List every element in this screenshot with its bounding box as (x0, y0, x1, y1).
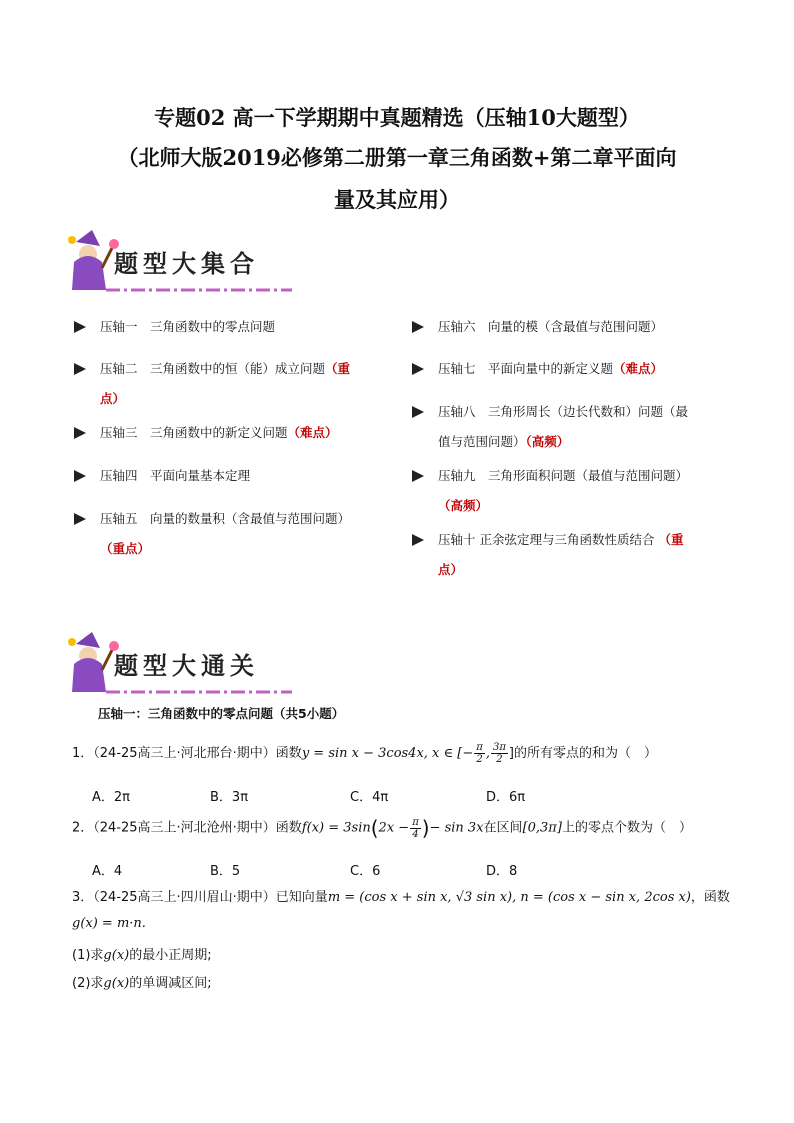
question-3-part-2: (2)求g(x)的单调减区间; (72, 976, 212, 991)
arrow-bullet-icon (74, 321, 86, 333)
toc-item-5[interactable]: 压轴五 向量的数量积（含最值与范围问题） （重点） (74, 504, 394, 564)
option-d[interactable]: D．8 (486, 864, 518, 879)
arrow-bullet-icon (74, 513, 86, 525)
fraction: $\frac{3\pi}{2}$ (492, 742, 506, 765)
arrow-bullet-icon (74, 470, 86, 482)
toc-item-8[interactable]: 压轴八 三角形周长（边长代数和）问题（最 值与范围问题）（高频） (412, 397, 732, 457)
toc-item-10[interactable]: 压轴十 正余弦定理与三角函数性质结合 （重 点） (412, 525, 732, 585)
option-b[interactable]: B．5 (210, 864, 241, 879)
fraction: $\frac{\pi}{2}$ (476, 742, 483, 765)
option-a[interactable]: A．2π (92, 790, 130, 805)
option-d[interactable]: D．6π (486, 790, 526, 805)
question-1: 1．（24-25高三上·河北邢台·期中）函数y = sin x − 3cos4x, x ∈ [− $\frac{\pi}{2}$ , $\frac{3\pi}{2}$ ]的所有零点的和为（ ） (72, 742, 657, 765)
arrow-bullet-icon (412, 363, 424, 375)
banner-heading: 题型大集合 (114, 249, 259, 278)
option-a[interactable]: A．4 (92, 864, 123, 879)
arrow-bullet-icon (74, 427, 86, 439)
option-c[interactable]: C．6 (350, 864, 381, 879)
option-b[interactable]: B．3π (210, 790, 249, 805)
title-line-1: 专题02 高一下学期期中真题精选（压轴10大题型） (154, 105, 640, 130)
question-2: 2．（24-25高三上·河北沧州·期中）函数f(x) = 3sin(2x − $\frac{\pi}{4}$ )− sin 3x在区间[0,3π]上的零点个数为（ ） (72, 816, 692, 840)
question-3: 3．（24-25高三上·四川眉山·期中）已知向量m = (cos x + sin x, √3 sin x), n = (cos x − sin x, 2cos x)，函数 (72, 890, 730, 905)
fraction: $\frac{\pi}{4}$ (412, 816, 419, 840)
arrow-bullet-icon (412, 470, 424, 482)
arrow-bullet-icon (412, 321, 424, 333)
question-3-line-2: g(x) = m·n. (72, 916, 146, 931)
option-c[interactable]: C．4π (350, 790, 389, 805)
banner-heading: 题型大通关 (114, 651, 259, 680)
arrow-bullet-icon (412, 534, 424, 546)
title-line-3: 量及其应用） (334, 187, 460, 212)
question-3-part-1: (1)求g(x)的最小正周期; (72, 948, 212, 963)
section-heading: 压轴一：三角函数中的零点问题（共5小题） (98, 706, 345, 721)
arrow-bullet-icon (74, 363, 86, 375)
toc-item-2[interactable]: 压轴二 三角函数中的恒（能）成立问题（重 点） (74, 354, 394, 414)
toc-item-9[interactable]: 压轴九 三角形面积问题（最值与范围问题） （高频） (412, 461, 732, 521)
title-line-2: （北师大版2019必修第二册第一章三角函数+第二章平面向 (117, 145, 677, 170)
section-banner-collection (62, 228, 298, 300)
arrow-bullet-icon (412, 406, 424, 418)
section-banner-practice (62, 630, 298, 702)
